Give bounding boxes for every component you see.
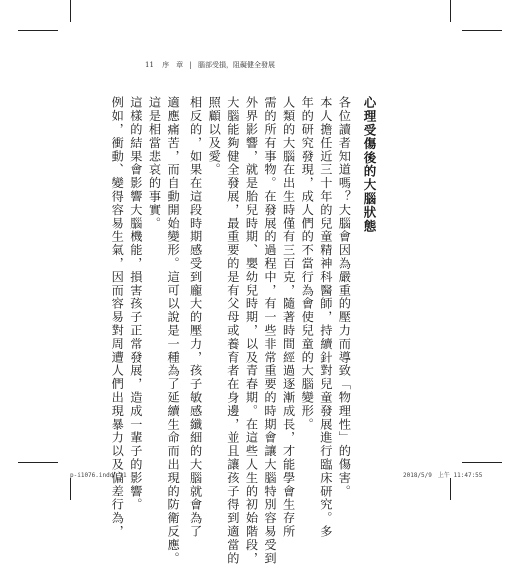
section-heading: 心理受傷後的大腦狀態	[362, 96, 377, 233]
text-line: 各位讀者知道嗎？大腦會因為嚴重的壓力而導致「物理性」的傷害。	[337, 96, 352, 498]
page-number: 11	[145, 61, 154, 69]
running-head	[145, 60, 275, 70]
separator: |	[189, 61, 192, 69]
chapter-title: 腦部受損，阻礙健全發展	[197, 61, 275, 69]
chapter-marker: 序 章	[162, 61, 184, 69]
print-slug-timestamp: 2018/5/9 上午 11:47:55	[403, 472, 483, 479]
text-line: 相反的，如果在這段時期感受到龐大的壓力，孩子敏感纖細的大腦就會為了	[188, 96, 203, 539]
crop-mark	[70, 478, 71, 500]
text-line: 本人擔任近三十年的兒童精神科醫師，持續針對兒童發展進行臨床研究。多	[318, 96, 333, 539]
text-line: 年的研究發現，成人們的不當行為會使兒童的大腦變形。	[300, 96, 315, 431]
text-line: 大腦能夠健全發展，最重要的是有父母或養育者在身邊，並且讓孩子得到適當的	[225, 96, 240, 565]
crop-mark	[18, 462, 58, 463]
text-line: 適應痛苦，而自動開始變形。這可以說是一種為了延續生命而出現的防衛反應。	[166, 96, 181, 565]
crop-mark	[70, 0, 71, 22]
crop-mark	[462, 30, 502, 31]
text-line: 這樣的結果會影響大腦機能，損害孩子正常發展，造成一輩子的影響。	[128, 96, 143, 512]
body-text	[108, 96, 378, 565]
text-line: 人類的大腦在出生時僅有三百克，隨著時間經過逐漸成長，才能學會生存所	[281, 96, 296, 539]
text-line: 照顧以及愛。	[207, 96, 222, 177]
print-slug-file: p-i1076.indd 11	[70, 472, 127, 479]
crop-mark	[462, 462, 502, 463]
crop-mark	[450, 478, 451, 500]
text-line: 需的所有事物。在發展的過程中，有一些非常重要的時期會讓大腦特別容易受到	[263, 96, 278, 565]
crop-mark	[18, 30, 58, 31]
crop-mark	[450, 0, 451, 22]
text-line: 外界影響，就是胎兒時期、嬰幼兒時期，以及青春期。在這些人生的初始階段，	[244, 96, 259, 565]
text-line: 例如，衝動、變得容易生氣，因而容易對周遭人們出現暴力以及偏差行為，	[110, 96, 125, 539]
text-line: 這是相當悲哀的事實。	[147, 96, 162, 230]
